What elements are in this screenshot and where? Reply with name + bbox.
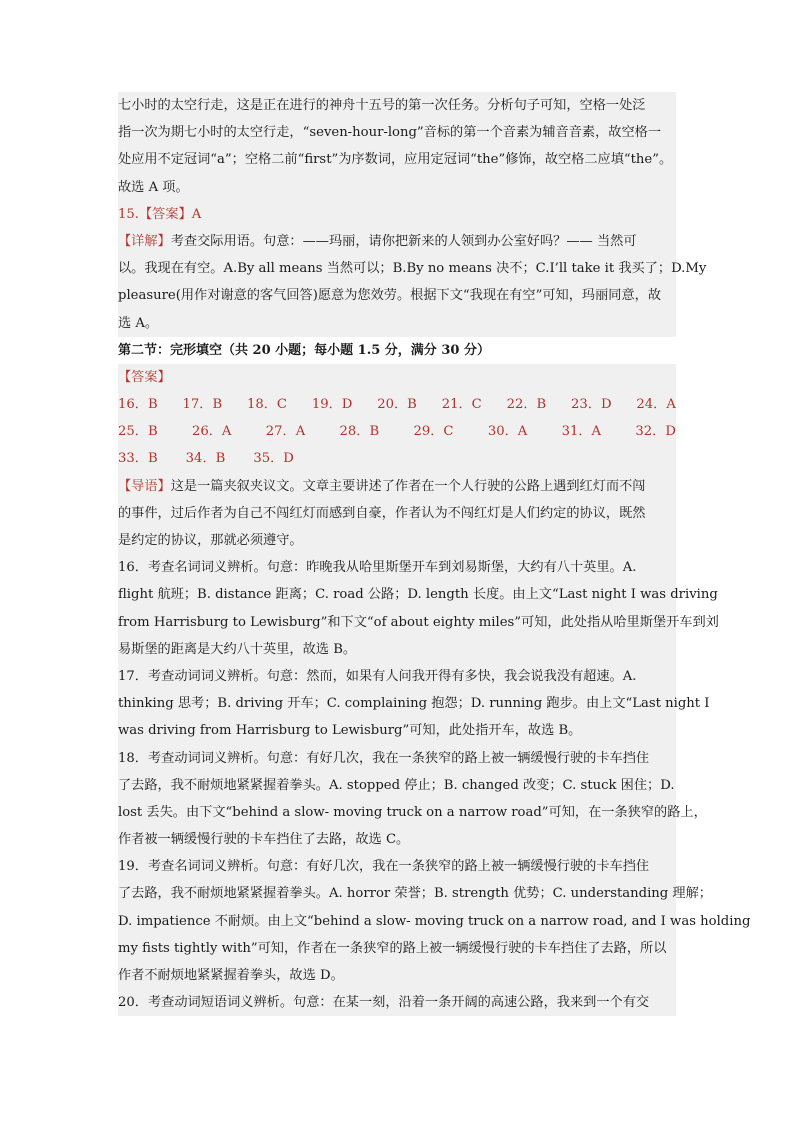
text-line: 以。我现在有空。A.By all means 当然可以；B.By no means 决不；C.I’ll take it 我买了；D.My bbox=[118, 255, 676, 282]
answer-item: 26．A bbox=[191, 424, 232, 440]
answer-item: 25．B bbox=[118, 424, 158, 440]
explanation-18 bbox=[118, 745, 707, 854]
explanation-17 bbox=[118, 663, 710, 745]
answers-row-1 bbox=[118, 391, 676, 418]
text-line: 16．考查名词词义辨析。句意：昨晚我从哈里斯堡开车到刘易斯堡，大约有八十英里。A. bbox=[118, 554, 676, 581]
answer-tag: 15.【答案】 bbox=[118, 206, 192, 222]
text-line: 了去路，我不耐烦地紧紧握着拳头。A. stopped 停止；B. changed 改变；C. stuck 困住；D. bbox=[118, 772, 676, 799]
explanation-16 bbox=[118, 554, 719, 663]
guide-line bbox=[118, 473, 676, 500]
text-line: 了去路，我不耐烦地紧紧握着拳头。A. horror 荣誉；B. strength 优势；C. understanding 理解； bbox=[118, 880, 676, 907]
answer-item: 19．D bbox=[311, 397, 353, 413]
text-line: D. impatience 不耐烦。由上文“behind a slow- moving truck on a narrow road, and I was holding bbox=[118, 908, 676, 935]
text-line: thinking 思考；B. driving 开车；C. complaining 抱怨；D. running 跑步。由上文“Last night I bbox=[118, 690, 676, 717]
text-line: was driving from Harrisburg to Lewisburg”可知，此处指开车，故选 B。 bbox=[118, 717, 676, 744]
document-page bbox=[118, 92, 751, 1016]
answer-item: 22．B bbox=[506, 397, 547, 413]
text-line: pleasure(用作对谢意的客气回答)愿意为您效劳。根据下文“我现在有空”可知，玛丽同意，故 bbox=[118, 282, 676, 309]
text-line: 的事件，过后作者为自己不闯红灯而感到自豪，作者认为不闯红灯是人们约定的协议，既然 bbox=[118, 500, 676, 527]
text-line: 18．考查动词词义辨析。句意：有好几次，我在一条狭窄的路上被一辆缓慢行驶的卡车挡住 bbox=[118, 745, 676, 772]
answer-item: 29．C bbox=[413, 424, 454, 440]
answer-item: 35．D bbox=[253, 451, 294, 467]
text-line: 20．考查动词短语词义辨析。句意：在某一刻，沿着一条开阔的高速公路，我来到一个有交 bbox=[118, 989, 676, 1016]
q15-detail-line bbox=[118, 228, 676, 255]
text-line: 考查交际用语。句意：——玛丽，请你把新来的人领到办公室好吗？—— 当然可 bbox=[170, 233, 637, 249]
section-title: 第二节：完形填空（共 20 小题；每小题 1.5 分，满分 30 分） bbox=[118, 342, 490, 358]
answer-value: A bbox=[191, 206, 202, 222]
answer-item: 20．B bbox=[377, 397, 417, 413]
text-line: 故选 A 项。 bbox=[118, 174, 676, 201]
text-line: 作者被一辆缓慢行驶的卡车挡住了去路，故选 C。 bbox=[118, 826, 676, 853]
text-line: 选 A。 bbox=[118, 310, 676, 337]
explanation-19 bbox=[118, 853, 751, 989]
text-line: lost 丢失。由下文“behind a slow- moving truck on a narrow road”可知，在一条狭窄的路上， bbox=[118, 799, 676, 826]
text-line: 这是一篇夹叙夹议文。文章主要讲述了作者在一个人行驶的公路上遇到红灯而不闯 bbox=[170, 478, 646, 494]
answer-item: 23．D bbox=[571, 397, 612, 413]
text-line: 19．考查名词词义辨析。句意：有好几次，我在一条狭窄的路上被一辆缓慢行驶的卡车挡住 bbox=[118, 853, 676, 880]
q15-block bbox=[118, 201, 707, 337]
text-line: 是约定的协议，那就必须遵守。 bbox=[118, 527, 676, 554]
answer-item: 18．C bbox=[246, 397, 288, 413]
text-line: 七小时的太空行走，这是正在进行的神舟十五号的第一次任务。分析句子可知，空格一处泛 bbox=[118, 92, 676, 119]
answer-item: 16．B bbox=[118, 397, 158, 413]
answer-item: 17．B bbox=[182, 397, 223, 413]
q15-answer-line bbox=[118, 201, 676, 228]
text-line: 作者不耐烦地紧紧握着拳头，故选 D。 bbox=[118, 962, 676, 989]
answer-item: 21．C bbox=[441, 397, 482, 413]
guide-tag: 【导语】 bbox=[118, 478, 171, 494]
detail-tag: 【详解】 bbox=[118, 233, 171, 249]
explanation-20 bbox=[118, 989, 676, 1016]
answer-item: 27．A bbox=[265, 424, 306, 440]
answer-tag: 【答案】 bbox=[118, 369, 171, 385]
answer-item: 24．A bbox=[636, 397, 676, 413]
text-line: my fists tightly with”可知，作者在一条狭窄的路上被一辆缓慢行驶的卡车挡住了去路，所以 bbox=[118, 935, 676, 962]
answers-row-3 bbox=[118, 445, 676, 472]
section-answer-tag-line bbox=[118, 364, 676, 391]
answer-item: 34．B bbox=[185, 451, 226, 467]
text-line: 易斯堡的距离是大约八十英里，故选 B。 bbox=[118, 636, 676, 663]
text-line: 17．考查动词词义辨析。句意：然而，如果有人问我开得有多快，我会说我没有超速。A. bbox=[118, 663, 676, 690]
guide-block bbox=[118, 473, 676, 555]
text-line: from Harrisburg to Lewisburg”和下文“of about eighty miles”可知，此处指从哈里斯堡开车到刘 bbox=[118, 609, 676, 636]
answer-item: 33．B bbox=[118, 451, 158, 467]
answer-item: 31．A bbox=[561, 424, 602, 440]
answer-item: 28．B bbox=[339, 424, 380, 440]
text-line: flight 航班；B. distance 距离；C. road 公路；D. length 长度。由上文“Last night I was driving bbox=[118, 581, 676, 608]
answer-item: 32．D bbox=[635, 424, 676, 440]
answer-item: 30．A bbox=[487, 424, 528, 440]
text-line: 指一次为期七小时的太空行走，“seven-hour-long”音标的第一个音素为辅音音素，故空格一 bbox=[118, 119, 676, 146]
answers-row-2 bbox=[118, 418, 676, 445]
q14-explanation-tail bbox=[118, 92, 676, 201]
text-line: 处应用不定冠词“a”；空格二前“first”为序数词，应用定冠词“the”修饰，故空格二应填“the”。 bbox=[118, 146, 676, 173]
